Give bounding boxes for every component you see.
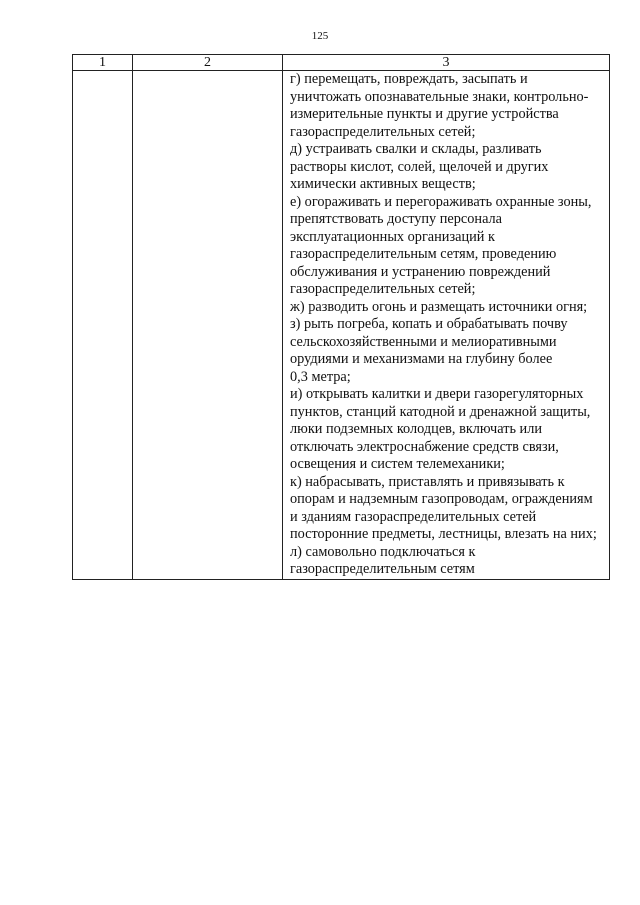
table-header (73, 55, 610, 71)
header-col-3: 3 (283, 55, 610, 71)
text-line: пунктов, станций катодной и дренажной защиты, (290, 403, 591, 420)
text-line: ж) разводить огонь и размещать источники огня; (290, 298, 588, 315)
text-line: л) самовольно подключаться к (290, 543, 476, 560)
header-col-2: 2 (133, 55, 283, 71)
text-line: препятствовать доступу персонала (290, 211, 503, 227)
text-line: отключать электроснабжение средств связи, (290, 438, 559, 455)
text-line: и зданиям газораспределительных сетей (290, 508, 537, 525)
text-line: измерительные пункты и другие устройства (290, 106, 559, 122)
text-line: сельскохозяйственными и мелиоративными (290, 333, 557, 350)
page-number: 125 (311, 30, 329, 42)
text-line: е) огораживать и перегораживать охранные зоны, (290, 193, 592, 210)
text-line: д) устраивать свалки и склады, разливать (290, 141, 542, 157)
text-line: посторонние предметы, лестницы, влезать на них; (290, 526, 597, 542)
text-line: г) перемещать, повреждать, засыпать и (290, 71, 528, 87)
text-line: растворы кислот, солей, щелочей и других (290, 158, 549, 175)
text-line: газораспределительным сетям, проведению (290, 246, 557, 262)
text-line: и) открывать калитки и двери газорегуляторных (290, 386, 584, 402)
document-table (72, 54, 610, 580)
text-line: люки подземных колодцев, включать или (290, 421, 542, 437)
text-line: орудиями и механизмами на глубину более (290, 351, 553, 367)
text-line: уничтожать опознавательные знаки, контрольно- (290, 88, 589, 105)
text-line: к) набрасывать, приставлять и привязывать к (290, 473, 565, 490)
text-line: з) рыть погреба, копать и обрабатывать почву (290, 316, 568, 332)
text-line: газораспределительных сетей; (290, 281, 476, 297)
text-line: эксплуатационных организаций к (290, 228, 495, 245)
text-line: газораспределительных сетей; (290, 123, 476, 140)
text-line: 0,3 метра; (290, 368, 351, 385)
cell-col-2 (133, 71, 283, 580)
text-line: обслуживания и устранению повреждений (290, 263, 551, 280)
cell-col-3-prohibitions (283, 71, 610, 580)
text-line: освещения и систем телемеханики; (290, 456, 505, 472)
header-row (73, 55, 610, 71)
table-body (73, 71, 610, 580)
text-line: газораспределительным сетям (290, 561, 475, 577)
text-line: опорам и надземным газопроводам, ограждениям (290, 491, 593, 507)
header-col-1: 1 (73, 55, 133, 71)
text-line: химически активных веществ; (290, 176, 476, 192)
table-row (73, 71, 610, 580)
cell-col-1 (73, 71, 133, 580)
